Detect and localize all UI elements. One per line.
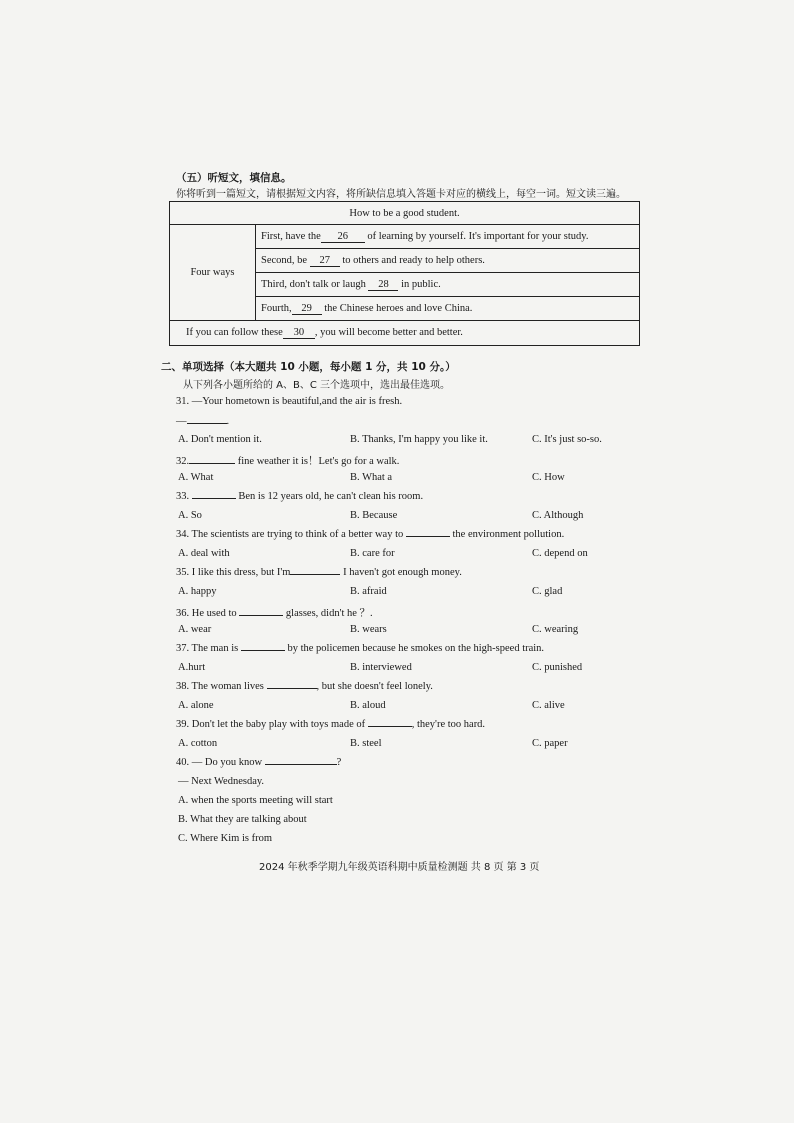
stem-pre: 37. The man is <box>176 643 239 654</box>
q38-option-b: B. aloud <box>350 700 386 711</box>
table-footer <box>170 321 640 346</box>
q32-option-b: B. What a <box>350 472 393 483</box>
question-31-reply: — . <box>176 416 230 427</box>
q32-option-c: C. How <box>532 472 565 483</box>
table-label: Four ways <box>170 225 256 321</box>
page-footer: 2024 年秋季学期九年级英语科期中质量检测题 共 8 页 第 3 页 <box>259 862 540 873</box>
section5-heading: （五）听短文，填信息。 <box>176 172 292 184</box>
row-post: to others and ready to help others. <box>342 254 485 266</box>
question-40-stem <box>176 757 341 768</box>
blank-28: 28 <box>368 279 398 291</box>
answer-blank <box>239 615 283 616</box>
answer-blank <box>189 463 235 464</box>
q37-option-c: C. punished <box>532 662 583 673</box>
stem-pre: 39. Don't let the baby play with toys made of <box>176 719 366 730</box>
q34-option-b: B. care for <box>350 548 395 559</box>
stem-post: , they're too hard. <box>411 719 486 730</box>
q40-option-c: C. Where Kim is from <box>178 833 272 844</box>
question-32-stem <box>176 453 399 468</box>
row-pre: First, have the <box>261 230 321 242</box>
row-pre: Fourth, <box>261 302 292 314</box>
row-pre: Third, don't talk or laugh <box>261 278 366 290</box>
q39-option-c: C. paper <box>532 738 568 749</box>
q36-option-b: B. wears <box>350 624 387 635</box>
row-post: in public. <box>401 278 441 290</box>
part2-instruction: 从下列各小题所给的 A、B、C 三个选项中，选出最佳选项。 <box>183 380 451 391</box>
table-row <box>256 297 640 321</box>
info-table <box>169 201 640 346</box>
q36-option-c: C. wearing <box>532 624 579 635</box>
stem-pre: 36. He used to <box>176 608 237 619</box>
stem-post: fine weather it is！Let's go for a walk. <box>237 456 400 467</box>
q37-option-b: B. interviewed <box>350 662 412 673</box>
question-31-stem: 31. —Your hometown is beautiful,and the air is fresh. <box>176 396 403 407</box>
part2-heading: 二、单项选择（本大题共 10 小题，每小题 1 分，共 10 分。） <box>161 361 456 373</box>
stem-pre: 32. <box>176 456 190 467</box>
answer-blank <box>406 536 450 537</box>
question-36-stem <box>176 605 373 620</box>
table-title: How to be a good student. <box>170 202 640 225</box>
q35-option-c: C. glad <box>532 586 563 597</box>
stem-post: I haven't got enough money. <box>343 567 462 578</box>
answer-blank <box>290 574 340 575</box>
question-33-stem <box>176 491 423 502</box>
q39-option-b: B. steel <box>350 738 382 749</box>
stem-post: Ben is 12 years old, he can't clean his room. <box>238 491 424 502</box>
section5-instruction: 你将听到一篇短文，请根据短文内容，将所缺信息填入答题卡对应的横线上，每空一词。短文读三遍。 <box>176 189 626 200</box>
q33-option-b: B. Because <box>350 510 398 521</box>
q39-option-a: A. cotton <box>178 738 218 749</box>
q38-option-a: A. alone <box>178 700 214 711</box>
reply-dash: — <box>176 416 187 427</box>
table-row <box>256 273 640 297</box>
q32-option-a: A. What <box>178 472 214 483</box>
stem-pre: 33. <box>176 491 190 502</box>
q33-option-c: C. Although <box>532 510 584 521</box>
q40-option-a: A. when the sports meeting will start <box>178 795 333 806</box>
stem-post: glasses, didn't he ？. <box>285 608 373 619</box>
stem-post: the environment pollution. <box>452 529 565 540</box>
q31-option-a: A. Don't mention it. <box>178 434 262 445</box>
question-40-reply: — Next Wednesday. <box>178 776 265 787</box>
q33-option-a: A. So <box>178 510 202 521</box>
row-post: of learning by yourself. It's important for your study. <box>367 230 589 242</box>
stem-pre: 35. I like this dress, but I'm <box>176 567 291 578</box>
stem-post: by the policemen because he smokes on the high-speed train. <box>287 643 545 654</box>
question-34-stem <box>176 529 564 540</box>
q37-option-a: A.hurt <box>178 662 206 673</box>
q35-option-a: A. happy <box>178 586 217 597</box>
question-38-stem <box>176 681 433 692</box>
table-row <box>256 249 640 273</box>
stem-post: , but she doesn't feel lonely. <box>316 681 433 692</box>
stem-pre: 38. The woman lives <box>176 681 264 692</box>
answer-blank <box>192 498 236 499</box>
footer-pre: If you can follow these <box>186 327 283 338</box>
q40-option-b: B. What they are talking about <box>178 814 307 825</box>
answer-blank <box>267 688 317 689</box>
question-37-stem <box>176 643 544 654</box>
blank-30: 30 <box>283 327 315 339</box>
answer-blank <box>368 726 412 727</box>
stem-pre: 40. — Do you know <box>176 757 263 768</box>
q34-option-c: C. depend on <box>532 548 588 559</box>
q38-option-c: C. alive <box>532 700 565 711</box>
row-post: the Chinese heroes and love China. <box>324 302 473 314</box>
q34-option-a: A. deal with <box>178 548 230 559</box>
q31-option-c: C. It's just so-so. <box>532 434 602 445</box>
stem-post: ? <box>336 757 342 768</box>
table-row <box>256 225 640 249</box>
q36-option-a: A. wear <box>178 624 212 635</box>
blank-29: 29 <box>292 303 322 315</box>
q35-option-b: B. afraid <box>350 586 387 597</box>
footer-post: , you will become better and better. <box>314 327 463 338</box>
q31-option-b: B. Thanks, I'm happy you like it. <box>350 434 488 445</box>
row-pre: Second, be <box>261 254 308 266</box>
blank-27: 27 <box>310 255 340 267</box>
answer-blank <box>187 423 227 424</box>
answer-blank <box>241 650 285 651</box>
question-39-stem <box>176 719 485 730</box>
blank-26: 26 <box>321 231 365 243</box>
stem-pre: 34. The scientists are trying to think of a better way to <box>176 529 404 540</box>
answer-blank <box>265 764 337 765</box>
question-35-stem <box>176 567 462 578</box>
